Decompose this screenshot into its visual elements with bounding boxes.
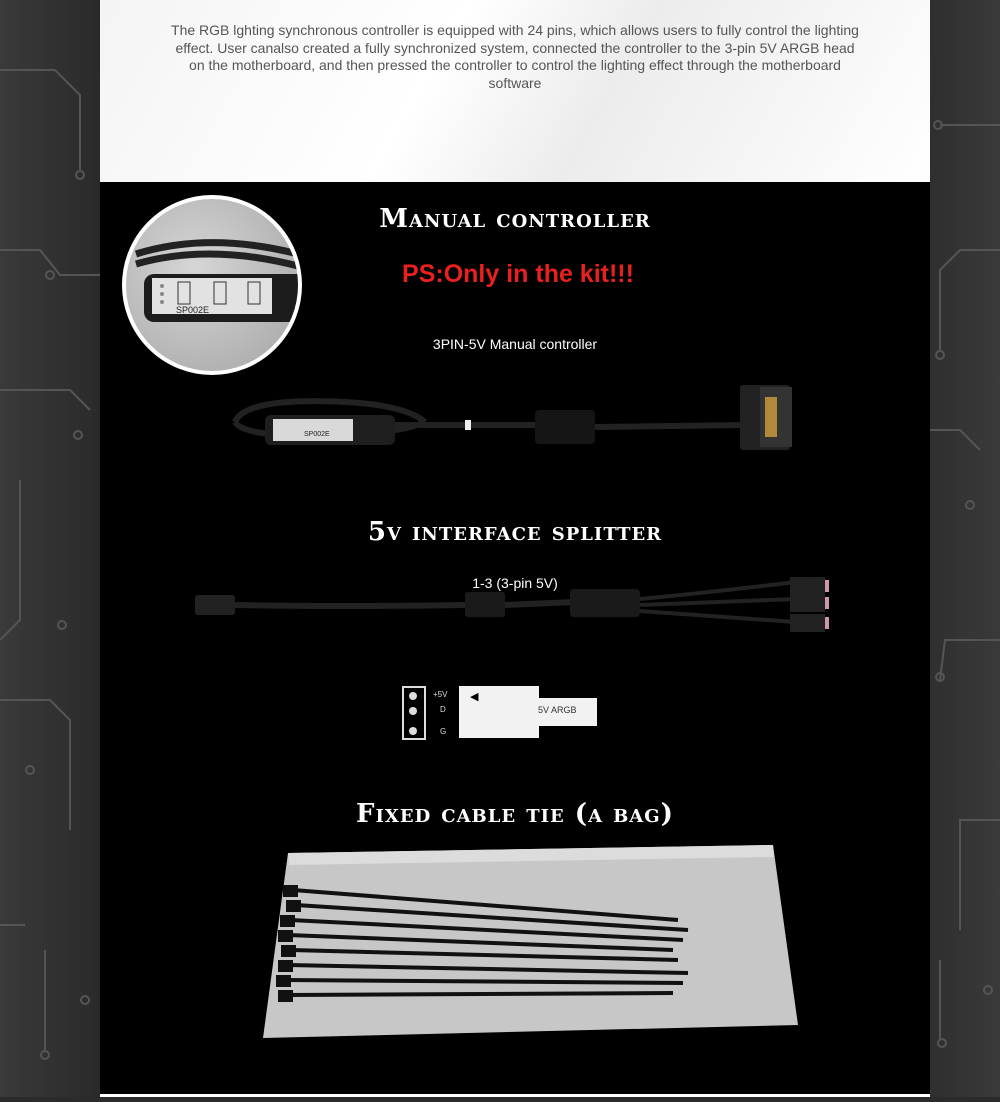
pinout-diagram	[400, 684, 600, 742]
pin-5v-dot	[409, 692, 417, 700]
intro-panel	[100, 0, 930, 182]
plug-arrow-icon: ◀	[470, 691, 479, 703]
splitter-heading: 5v interface splitter	[367, 517, 663, 547]
cable-tie-bag-photo	[258, 845, 803, 1040]
left-background	[0, 0, 100, 1097]
manual-controller-cable-photo	[225, 377, 815, 457]
manual-controller-caption: 3PIN-5V Manual controller	[432, 336, 598, 352]
pin-label-g: G	[440, 727, 447, 736]
manual-controller-heading: Manual controller	[379, 204, 651, 234]
pin-label-d: D	[440, 705, 446, 714]
splitter-caption: 1-3 (3-pin 5V)	[472, 575, 558, 591]
pin-d-dot	[409, 707, 417, 715]
cable-tie-heading: Fixed cable tie (a bag)	[356, 799, 674, 829]
kit-only-note: PS:Only in the kit!!!	[402, 260, 634, 288]
controller-model-label: SP002E	[176, 305, 210, 315]
intro-text: The RGB lghting synchronous controller is equipped with 24 pins, which allows users to fully control the lighting effect. User canalso created a fully synchronized system, connected the controller to the 3-pin 5V ARGB head on the motherboard, and then pressed the controller to control the lighting effect through the motherboard software	[171, 22, 859, 91]
pin-label-5v: +5V	[433, 690, 448, 699]
pin-g-dot	[409, 727, 417, 735]
splitter-cable-photo	[195, 577, 845, 642]
plug-label: 5V ARGB	[538, 705, 577, 715]
products-panel	[100, 182, 930, 1094]
circuit-pattern-left	[0, 0, 100, 1097]
cable-controller-model-label: SP002E	[304, 431, 330, 438]
